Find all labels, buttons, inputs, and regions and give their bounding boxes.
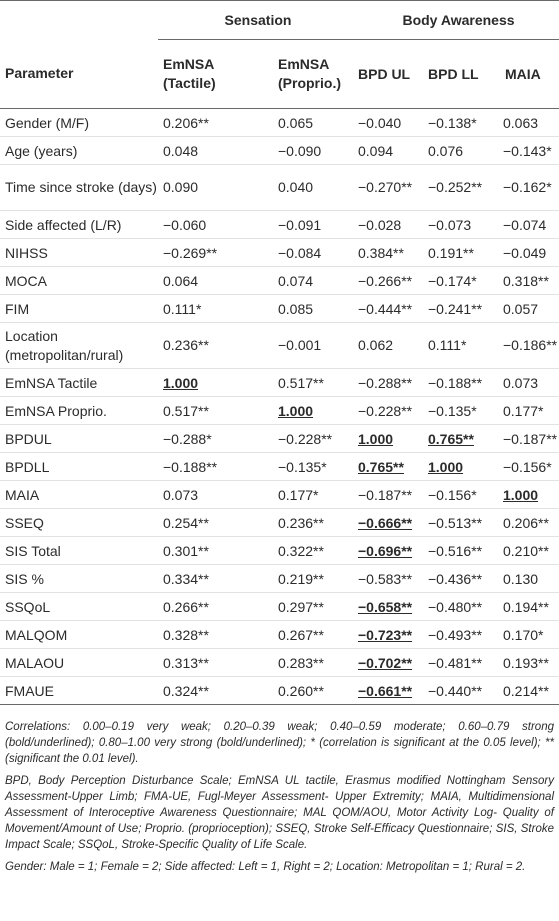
- table-cell: [491, 621, 559, 649]
- row-label: EmNSA Proprio.: [0, 397, 158, 425]
- table-cell: [266, 453, 353, 481]
- group-header-empty: [0, 1, 158, 40]
- table-cell-value: −0.143*: [503, 142, 552, 159]
- table-cell: [353, 137, 423, 165]
- table-cell: [353, 537, 423, 565]
- table-cell: [158, 165, 266, 211]
- table-cell-value: 0.517**: [278, 374, 324, 391]
- table-cell-value: 0.236**: [278, 514, 324, 531]
- table-cell: [353, 323, 423, 369]
- table-cell-value: −0.493**: [428, 626, 483, 643]
- table-row: [0, 593, 559, 621]
- table-cell-value: −0.090: [278, 142, 322, 159]
- table-cell-value: −0.269**: [163, 244, 218, 261]
- row-label: Gender (M/F): [0, 109, 158, 137]
- row-label: SSQoL: [0, 593, 158, 621]
- table-cell: [491, 677, 559, 705]
- table-row: [0, 565, 559, 593]
- table-cell-value: −0.156*: [428, 486, 477, 503]
- table-cell-value: 0.324**: [163, 682, 209, 699]
- table-cell: [353, 593, 423, 621]
- table-cell: [158, 137, 266, 165]
- table-cell: [266, 369, 353, 397]
- table-row: [0, 537, 559, 565]
- table-cell: [158, 109, 266, 137]
- table-cell-value: 0.214**: [503, 682, 549, 699]
- table-cell-value: 0.334**: [163, 570, 209, 587]
- table-cell-value: 0.065: [278, 114, 314, 131]
- footnote-abbreviations: BPD, Body Perception Disturbance Scale; EmNSA UL tactile, Erasmus modified Nottingham Sensory Assessment-Upper Limb; FMA-UE, Fugl-Meyer Assessment- Upper Extremity; MAIA, Multidimensional Assessment of Interoceptive Awareness Questionnaire; MAL QOM/AOU, Motor Activity Log- Quality of Movement/Amount of Use; Proprio. (proprioception); SSEQ, Stroke Self-Efficacy Questionnaire; SIS, Stroke Impact Scale; SSQoL, Stroke-Specific Quality of Life Scale.: [5, 775, 554, 851]
- table-cell-value: −0.288*: [163, 430, 212, 447]
- table-cell: [353, 649, 423, 677]
- table-cell: [353, 397, 423, 425]
- table-cell-value: −0.288**: [358, 374, 413, 391]
- table-row: [0, 509, 559, 537]
- table-cell: [423, 165, 491, 211]
- table-cell-value: 0.301**: [163, 542, 209, 559]
- table-cell-value: −0.436**: [428, 570, 483, 587]
- table-cell-value: 0.267**: [278, 626, 324, 643]
- table-cell: [266, 565, 353, 593]
- table-cell: [423, 649, 491, 677]
- row-label: Age (years): [0, 137, 158, 165]
- table-cell-value: −0.480**: [428, 598, 483, 615]
- table-cell: [353, 239, 423, 267]
- footnote-coding: Gender: Male = 1; Female = 2; Side affected: Left = 1, Right = 2; Location: Metropolitan = 1; Rural = 2.: [5, 861, 526, 873]
- table-cell: [158, 481, 266, 509]
- table-cell-value: −0.481**: [428, 654, 483, 671]
- table-cell: [266, 323, 353, 369]
- table-cell: [423, 565, 491, 593]
- table-cell-value: 0.057: [503, 300, 539, 317]
- table-cell: [491, 211, 559, 239]
- table-row: [0, 137, 559, 165]
- table-cell-value: −0.091: [278, 216, 322, 233]
- table-cell: [266, 239, 353, 267]
- table-cell-value-highlighted: 0.765**: [358, 458, 404, 475]
- table-cell-value: −0.228**: [278, 430, 333, 447]
- row-label: Time since stroke (days): [0, 165, 158, 211]
- table-cell: [423, 677, 491, 705]
- table-cell: [266, 109, 353, 137]
- table-cell: [158, 621, 266, 649]
- table-cell-value: −0.049: [503, 244, 547, 261]
- column-header-bpd-ul: BPD UL: [353, 40, 423, 109]
- table-cell: [353, 481, 423, 509]
- table-cell-value-highlighted: −0.666**: [358, 514, 413, 531]
- table-cell-value: −0.186**: [503, 337, 558, 353]
- table-cell: [266, 481, 353, 509]
- table-cell: [266, 397, 353, 425]
- table-cell-value-highlighted: −0.696**: [358, 542, 413, 559]
- table-cell-value: 0.085: [278, 300, 314, 317]
- table-cell: [491, 165, 559, 211]
- table-cell: [353, 509, 423, 537]
- table-cell: [423, 397, 491, 425]
- table-cell-value: 0.111*: [428, 337, 467, 353]
- table-cell-value: −0.188**: [163, 458, 218, 475]
- table-cell-value: −0.270**: [358, 179, 413, 195]
- table-cell: [423, 453, 491, 481]
- table-cell-value-highlighted: 1.000: [428, 458, 464, 475]
- row-label: SSEQ: [0, 509, 158, 537]
- table-cell: [158, 509, 266, 537]
- table-cell-value: 0.177*: [278, 486, 319, 503]
- table-cell-value: −0.440**: [428, 682, 483, 699]
- table-cell-value: −0.040: [358, 114, 402, 131]
- table-cell: [491, 481, 559, 509]
- table-cell-value: 0.073: [503, 374, 539, 391]
- table-cell-value: 0.074: [278, 272, 314, 289]
- table-cell: [266, 165, 353, 211]
- table-cell: [491, 295, 559, 323]
- row-label: MOCA: [0, 267, 158, 295]
- table-cell-value: 0.219**: [278, 570, 324, 587]
- table-cell: [353, 621, 423, 649]
- table-cell-value: −0.188**: [428, 374, 483, 391]
- table-cell-value: 0.266**: [163, 598, 209, 615]
- table-cell-value-highlighted: −0.661**: [358, 682, 413, 699]
- table-cell-value: −0.060: [163, 216, 207, 233]
- table-cell-value: 0.206**: [503, 514, 549, 531]
- table-row: [0, 109, 559, 137]
- table-cell-value: −0.135*: [278, 458, 327, 475]
- table-cell: [491, 649, 559, 677]
- table-cell: [158, 323, 266, 369]
- table-cell: [266, 137, 353, 165]
- table-cell-value: −0.583**: [358, 570, 413, 587]
- table-cell: [353, 453, 423, 481]
- table-cell-value: 0.090: [163, 179, 199, 195]
- column-header-emnsa-tactile: EmNSA (Tactile): [158, 40, 266, 109]
- row-label: MAIA: [0, 481, 158, 509]
- row-label: MALQOM: [0, 621, 158, 649]
- table-cell-value-highlighted: −0.723**: [358, 626, 413, 643]
- table-cell-value: −0.187**: [503, 430, 558, 447]
- table-cell: [266, 295, 353, 323]
- table-cell: [158, 295, 266, 323]
- table-cell-value: −0.001: [278, 337, 322, 353]
- table-cell: [266, 211, 353, 239]
- footnote-correlations: Correlations: 0.00–0.19 very weak; 0.20–0.39 weak; 0.40–0.59 moderate; 0.60–0.79 strong (bold/underlined); 0.80–1.00 very strong (bold/underlined); * (correlation is significant at the 0.05 level); ** (significant the 0.01 level).: [5, 721, 554, 765]
- table-cell: [491, 593, 559, 621]
- table-cell: [491, 425, 559, 453]
- table-cell-value: −0.187**: [358, 486, 413, 503]
- column-header-parameter: Parameter: [0, 40, 158, 109]
- table-row: [0, 397, 559, 425]
- table-cell-value: 0.062: [358, 337, 394, 353]
- table-cell: [423, 425, 491, 453]
- column-header-maia: MAIA: [491, 40, 559, 109]
- table-cell: [491, 369, 559, 397]
- table-cell-value: −0.074: [503, 216, 547, 233]
- table-cell: [353, 165, 423, 211]
- table-cell-value: 0.177*: [503, 402, 544, 419]
- table-cell: [353, 267, 423, 295]
- table-cell: [266, 677, 353, 705]
- row-label: MALAOU: [0, 649, 158, 677]
- table-row: [0, 677, 559, 705]
- table-cell-value: −0.241**: [428, 300, 483, 317]
- table-cell-value: −0.228**: [358, 402, 413, 419]
- table-cell: [158, 649, 266, 677]
- table-row: [0, 211, 559, 239]
- table-cell-value: 0.073: [163, 486, 199, 503]
- table-cell: [158, 593, 266, 621]
- table-row: [0, 267, 559, 295]
- table-row: [0, 165, 559, 211]
- table-cell: [266, 425, 353, 453]
- table-cell: [423, 369, 491, 397]
- table-cell: [423, 267, 491, 295]
- table-cell-value: −0.516**: [428, 542, 483, 559]
- row-label: FIM: [0, 295, 158, 323]
- table-body: [0, 109, 559, 705]
- row-label: NIHSS: [0, 239, 158, 267]
- table-cell-value: 0.313**: [163, 654, 209, 671]
- table-row: [0, 453, 559, 481]
- table-cell: [353, 211, 423, 239]
- table-cell: [266, 267, 353, 295]
- table-cell: [158, 369, 266, 397]
- table-cell-value: −0.028: [358, 216, 402, 233]
- table-footnotes: [5, 719, 554, 875]
- column-header-emnsa-proprio: EmNSA (Proprio.): [266, 40, 353, 109]
- table-cell-value: 0.254**: [163, 514, 209, 531]
- table-cell: [491, 509, 559, 537]
- table-cell-value-highlighted: −0.702**: [358, 654, 413, 671]
- table-cell-value-highlighted: 1.000: [163, 374, 199, 391]
- table-row: [0, 295, 559, 323]
- table-cell: [423, 295, 491, 323]
- table-cell-value-highlighted: 1.000: [278, 402, 314, 419]
- row-label: SIS %: [0, 565, 158, 593]
- table-cell: [423, 509, 491, 537]
- table-cell: [491, 323, 559, 369]
- row-label: EmNSA Tactile: [0, 369, 158, 397]
- table-cell-value: 0.048: [163, 142, 199, 159]
- table-cell: [423, 481, 491, 509]
- table-row: [0, 369, 559, 397]
- table-cell: [158, 425, 266, 453]
- table-cell-value: −0.444**: [358, 300, 413, 317]
- table-cell-value: 0.111*: [163, 300, 202, 317]
- table-cell: [423, 137, 491, 165]
- table-cell-value: −0.513**: [428, 514, 483, 531]
- table-row: [0, 323, 559, 369]
- table-cell: [491, 137, 559, 165]
- table-cell: [353, 425, 423, 453]
- table-cell-value: 0.236**: [163, 337, 209, 353]
- table-cell: [266, 509, 353, 537]
- table-cell: [266, 621, 353, 649]
- table-cell: [491, 397, 559, 425]
- table-cell-value: 0.297**: [278, 598, 324, 615]
- table-cell-value: 0.193**: [503, 654, 549, 671]
- table-cell: [491, 267, 559, 295]
- table-cell-value: 0.318**: [503, 272, 549, 289]
- table-cell-value: 0.040: [278, 179, 314, 195]
- row-label: Location (metropolitan/rural): [0, 323, 158, 369]
- table-cell: [353, 677, 423, 705]
- table-cell-value: 0.063: [503, 114, 539, 131]
- table-cell-value: 0.191**: [428, 244, 474, 261]
- row-label: FMAUE: [0, 677, 158, 705]
- row-label: Side affected (L/R): [0, 211, 158, 239]
- table-cell-value: −0.174*: [428, 272, 477, 289]
- table-cell-value: −0.073: [428, 216, 472, 233]
- table-cell: [353, 295, 423, 323]
- table-cell-value: −0.138*: [428, 114, 477, 131]
- table-cell: [158, 453, 266, 481]
- table-cell: [423, 621, 491, 649]
- table-row: [0, 621, 559, 649]
- table-cell-value: −0.156*: [503, 458, 552, 475]
- table-row: [0, 649, 559, 677]
- table-cell: [491, 239, 559, 267]
- table-cell: [491, 453, 559, 481]
- table-cell-value: 0.206**: [163, 114, 209, 131]
- table-cell: [158, 211, 266, 239]
- table-cell-value: −0.162*: [503, 179, 552, 195]
- table-cell-value-highlighted: 1.000: [503, 486, 539, 503]
- table-row: [0, 239, 559, 267]
- table-cell: [158, 397, 266, 425]
- table-cell: [423, 239, 491, 267]
- table-cell-value: −0.135*: [428, 402, 477, 419]
- table-cell: [423, 109, 491, 137]
- group-header-body-awareness: Body Awareness: [353, 1, 559, 40]
- table-cell-value: 0.064: [163, 272, 199, 289]
- table-cell-value: −0.084: [278, 244, 322, 261]
- table-cell-value: 0.322**: [278, 542, 324, 559]
- table-cell-value: 0.517**: [163, 402, 209, 419]
- table-cell-value: −0.252**: [428, 179, 483, 195]
- table-cell-value: 0.283**: [278, 654, 324, 671]
- table-row: [0, 425, 559, 453]
- column-header-row: [0, 40, 559, 109]
- table-cell: [158, 677, 266, 705]
- table-cell: [353, 369, 423, 397]
- table-cell-value: 0.384**: [358, 244, 404, 261]
- table-cell: [491, 537, 559, 565]
- table-cell: [158, 267, 266, 295]
- table-cell-value: −0.266**: [358, 272, 413, 289]
- table-cell: [266, 593, 353, 621]
- table-cell: [266, 649, 353, 677]
- row-label: BPDUL: [0, 425, 158, 453]
- table-cell-value-highlighted: −0.658**: [358, 598, 413, 615]
- table-cell-value: 0.130: [503, 570, 539, 587]
- table-cell-value: 0.094: [358, 142, 394, 159]
- table-cell-value: 0.260**: [278, 682, 324, 699]
- group-header-sensation: Sensation: [158, 1, 353, 40]
- table-row: [0, 481, 559, 509]
- table-cell: [266, 537, 353, 565]
- table-cell-value: 0.170*: [503, 626, 544, 643]
- table-cell: [491, 565, 559, 593]
- table-cell-value-highlighted: 0.765**: [428, 430, 474, 447]
- table-cell: [423, 211, 491, 239]
- table-cell: [158, 239, 266, 267]
- group-header-row: [0, 1, 559, 40]
- table-cell: [353, 565, 423, 593]
- table-cell-value: 0.194**: [503, 598, 549, 615]
- table-cell-value: 0.328**: [163, 626, 209, 643]
- table-cell-value: 0.076: [428, 142, 464, 159]
- table-cell: [158, 565, 266, 593]
- table-cell: [491, 109, 559, 137]
- table-cell: [353, 109, 423, 137]
- table-cell: [423, 537, 491, 565]
- row-label: BPDLL: [0, 453, 158, 481]
- column-header-bpd-ll: BPD LL: [423, 40, 491, 109]
- table-cell: [423, 593, 491, 621]
- table-cell: [158, 537, 266, 565]
- row-label: SIS Total: [0, 537, 158, 565]
- table-cell: [423, 323, 491, 369]
- table-cell-value: 0.210**: [503, 542, 549, 559]
- table-cell-value-highlighted: 1.000: [358, 430, 394, 447]
